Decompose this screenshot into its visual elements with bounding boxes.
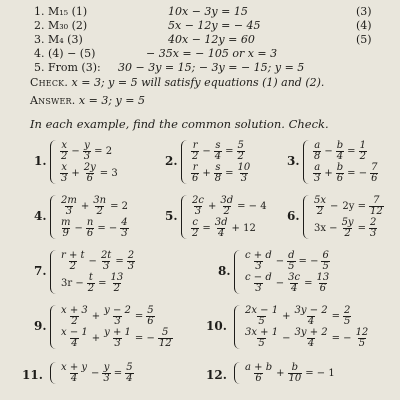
numerator: 5 — [162, 326, 169, 338]
term: = — [347, 145, 356, 157]
equation-line — [59, 195, 130, 217]
operator: − — [88, 255, 97, 267]
step-equation: − 35x = − 105 or x = 3 — [146, 47, 278, 60]
term: = — [331, 310, 341, 322]
numerator: a + b — [245, 361, 273, 373]
fraction — [244, 328, 279, 349]
fraction — [355, 328, 370, 349]
denominator: 6 — [255, 372, 262, 384]
fraction — [86, 218, 94, 239]
fraction — [336, 163, 344, 184]
numerator: 13 — [316, 271, 330, 283]
numerator: b — [336, 161, 344, 173]
denominator: 2 — [87, 282, 95, 294]
equation-line — [190, 195, 269, 217]
denominator: 2 — [192, 150, 199, 162]
equation-line — [190, 162, 252, 184]
operator: − — [324, 145, 333, 157]
fraction — [125, 363, 133, 384]
fraction — [109, 273, 124, 294]
operator: + — [207, 200, 217, 212]
fraction — [369, 196, 384, 217]
denominator: 3 — [255, 282, 262, 294]
step-equation: 5x − 12y = − 45 — [168, 19, 261, 32]
numerator: 2c — [192, 194, 204, 206]
brace — [50, 250, 57, 294]
fraction — [343, 306, 351, 327]
numerator: 3d — [214, 216, 228, 228]
denominator: 3 — [121, 227, 128, 239]
equation-line — [59, 362, 135, 384]
denominator: 2 — [192, 227, 199, 239]
step-label: 2. M₃₀ (2) — [34, 19, 88, 32]
fraction — [370, 163, 378, 184]
denominator: 5 — [322, 260, 329, 272]
denominator: 3 — [369, 227, 377, 239]
numerator: 2 — [127, 249, 135, 261]
fraction — [60, 251, 86, 272]
denominator: 3 — [114, 315, 121, 327]
equation-line — [190, 140, 252, 162]
denominator: 4 — [307, 337, 315, 349]
fraction — [287, 273, 301, 294]
operator: − — [282, 332, 291, 344]
equation-line — [243, 362, 337, 384]
equation-line — [312, 140, 379, 162]
denominator: 6 — [192, 172, 199, 184]
term: = − — [331, 332, 352, 344]
numerator: 12 — [355, 326, 369, 338]
denominator: 6 — [319, 282, 327, 294]
step-equation: 30 − 3y = 15; − 3y = − 15; y = 5 — [118, 61, 305, 74]
denominator: 3 — [255, 260, 262, 272]
equation-system — [234, 305, 370, 349]
fraction — [336, 141, 344, 162]
fraction — [237, 141, 245, 162]
equation-line — [243, 305, 370, 327]
numerator: a — [314, 139, 321, 151]
operator: − — [74, 222, 83, 234]
operator: + — [324, 167, 333, 179]
operator: − — [275, 255, 285, 267]
numerator: 2y — [83, 161, 96, 173]
check-label: Check. — [30, 76, 69, 89]
numerator: 13 — [110, 271, 124, 283]
term: = − 1 — [305, 367, 335, 379]
numerator: y — [103, 361, 110, 373]
numerator: s — [215, 139, 221, 151]
fraction — [214, 163, 222, 184]
term: 3x − — [314, 222, 338, 234]
equation-line — [243, 327, 370, 349]
numerator: 7 — [373, 194, 380, 206]
numerator: x + 3 — [61, 304, 88, 316]
fraction — [103, 306, 132, 327]
fraction — [244, 273, 273, 294]
operator: − — [275, 277, 285, 289]
numerator: 3x + 1 — [245, 326, 279, 338]
term: = — [304, 277, 313, 289]
step-label: 1. M₁₅ (1) — [34, 5, 88, 18]
step-label: 3. M₄ (3) — [34, 33, 83, 46]
equation-line — [59, 140, 120, 162]
fraction — [102, 363, 110, 384]
denominator: 5 — [258, 315, 265, 327]
fraction — [294, 306, 329, 327]
brace — [181, 195, 188, 239]
numerator: 2x − 1 — [245, 304, 279, 316]
equation-system — [181, 140, 252, 184]
numerator: 2 — [369, 216, 377, 228]
numerator: 2 — [344, 304, 351, 316]
answer-text: x = 3; y = 5 — [78, 94, 145, 107]
numerator: c + d — [245, 249, 272, 261]
numerator: c — [192, 216, 198, 228]
brace — [181, 140, 188, 184]
equation-system — [234, 250, 331, 294]
fraction — [341, 218, 355, 239]
denominator: 4 — [307, 315, 315, 327]
numerator: y + 1 — [104, 326, 131, 338]
term: = − — [347, 167, 368, 179]
fraction — [244, 251, 273, 272]
brace — [234, 250, 241, 294]
step-label: 4. (4) − (5) — [34, 47, 96, 60]
fraction — [359, 141, 367, 162]
denominator: 2 — [359, 150, 366, 162]
denominator: 2 — [344, 227, 351, 239]
denominator: 3 — [240, 172, 248, 184]
denominator: 3 — [114, 337, 121, 349]
fraction — [83, 163, 97, 184]
numerator: x — [61, 161, 67, 173]
step-ref: (3) — [356, 5, 372, 18]
fraction — [60, 328, 89, 349]
denominator: 2 — [223, 205, 230, 217]
denominator: 12 — [369, 205, 383, 217]
fraction — [321, 251, 329, 272]
term: = — [225, 145, 234, 157]
numerator: 5x — [314, 194, 327, 206]
denominator: 8 — [314, 150, 321, 162]
exercise-number: 1. — [34, 154, 47, 168]
fraction — [313, 196, 327, 217]
numerator: t — [88, 271, 93, 283]
fraction — [244, 363, 273, 384]
fraction — [127, 251, 135, 272]
fraction — [60, 306, 89, 327]
denominator: 2 — [237, 150, 244, 162]
numerator: 5 — [237, 139, 244, 151]
equation-system — [234, 362, 337, 384]
denominator: 9 — [62, 227, 69, 239]
fraction — [287, 251, 295, 272]
equation-line — [59, 305, 174, 327]
denominator: 2 — [316, 205, 324, 217]
numerator: n — [86, 216, 94, 228]
numerator: r — [192, 139, 198, 151]
fraction — [158, 328, 173, 349]
check-line — [30, 77, 324, 89]
equation-line — [59, 272, 136, 294]
term: = − 4 — [237, 200, 267, 212]
equation-system — [181, 195, 269, 239]
operator: + — [80, 200, 90, 212]
term: 2y = — [342, 200, 366, 212]
numerator: 10 — [237, 161, 251, 173]
equation-system — [50, 250, 136, 294]
denominator: 8 — [214, 172, 222, 184]
numerator: x — [61, 139, 67, 151]
denominator: 6 — [371, 172, 378, 184]
denominator: 4 — [217, 227, 225, 239]
fraction — [60, 141, 68, 162]
numerator: s — [215, 161, 221, 173]
denominator: 5 — [288, 260, 295, 272]
denominator: 2 — [113, 282, 121, 294]
numerator: 2m — [61, 194, 77, 206]
term: = 3 — [99, 167, 118, 179]
denominator: 3 — [102, 260, 110, 272]
exercise-number: 4. — [34, 209, 47, 223]
term: 3r − — [61, 277, 84, 289]
fraction — [244, 306, 279, 327]
fraction — [191, 218, 199, 239]
term: = — [115, 255, 124, 267]
denominator: 4 — [70, 372, 78, 384]
equation-line — [59, 162, 120, 184]
numerator: 5y — [341, 216, 354, 228]
numerator: x + y — [61, 361, 88, 373]
exercise-number: 12. — [206, 368, 227, 382]
operator: + — [91, 310, 101, 322]
denominator: 2 — [61, 150, 68, 162]
denominator: 4 — [126, 372, 133, 384]
numerator: y − 2 — [104, 304, 131, 316]
numerator: 3y + 2 — [294, 326, 328, 338]
equation-line — [59, 217, 130, 239]
fraction — [219, 196, 234, 217]
exercise-number: 7. — [34, 264, 47, 278]
numerator: r + t — [61, 249, 85, 261]
step-equation: 40x − 12y = 60 — [168, 33, 255, 46]
equation-system — [50, 362, 135, 384]
denominator: 3 — [83, 150, 91, 162]
term: = − — [97, 222, 118, 234]
exercise-number: 11. — [22, 368, 43, 382]
fraction — [214, 218, 229, 239]
operator: + — [202, 167, 211, 179]
equation-line — [59, 250, 136, 272]
term: = — [357, 222, 366, 234]
numerator: 3y − 2 — [294, 304, 328, 316]
brace — [234, 305, 241, 349]
exercise-number: 6. — [287, 209, 300, 223]
answer-label: Answer. — [30, 94, 76, 107]
numerator: a — [314, 161, 321, 173]
denominator: 6 — [336, 172, 344, 184]
operator: + — [91, 332, 101, 344]
denominator: 4 — [290, 282, 298, 294]
operator: − — [91, 367, 100, 379]
equation-line — [190, 217, 269, 239]
denominator: 3 — [103, 372, 110, 384]
denominator: 5 — [358, 337, 366, 349]
numerator: 5 — [147, 304, 154, 316]
denominator: 6 — [86, 172, 93, 184]
operator: − — [202, 145, 211, 157]
fraction — [60, 163, 68, 184]
term: = — [225, 167, 234, 179]
equation-system — [50, 140, 120, 184]
fraction — [87, 273, 95, 294]
term: = 2 — [110, 200, 128, 212]
numerator: 7 — [371, 161, 378, 173]
term: = — [113, 367, 123, 379]
fraction — [214, 141, 222, 162]
term: = − — [134, 332, 155, 344]
exercise-number: 9. — [34, 319, 47, 333]
equation-system — [50, 195, 130, 239]
exercise-number: 2. — [165, 154, 178, 168]
term: = — [98, 277, 107, 289]
denominator: 3 — [127, 260, 135, 272]
numerator: 4 — [121, 216, 128, 228]
answer-line — [30, 95, 145, 107]
check-text: x = 3; y = 5 will satisfy equations (1) and (2). — [71, 76, 325, 89]
fraction — [294, 328, 329, 349]
exercise-number: 8. — [218, 264, 231, 278]
numerator: b — [336, 139, 344, 151]
fraction — [120, 218, 128, 239]
equation-line — [243, 272, 331, 294]
fraction — [60, 363, 88, 384]
fraction — [313, 163, 321, 184]
term: = − — [298, 255, 319, 267]
fraction — [146, 306, 154, 327]
denominator: 2 — [96, 205, 103, 217]
denominator: 2 — [71, 315, 78, 327]
denominator: 10 — [288, 372, 302, 384]
fraction — [369, 218, 377, 239]
operator: + — [71, 167, 80, 179]
numerator: m — [61, 216, 71, 228]
numerator: b — [291, 361, 299, 373]
denominator: 6 — [86, 227, 94, 239]
numerator: x − 1 — [61, 326, 88, 338]
exercise-number: 10. — [206, 319, 227, 333]
equation-line — [243, 250, 331, 272]
fraction — [316, 273, 331, 294]
denominator: 5 — [344, 315, 351, 327]
exercise-number: 5. — [165, 209, 178, 223]
exercise-number: 3. — [287, 154, 300, 168]
numerator: 3n — [93, 194, 107, 206]
term: = — [202, 222, 211, 234]
numerator: 5 — [126, 361, 133, 373]
denominator: 4 — [214, 150, 222, 162]
numerator: 1 — [359, 139, 366, 151]
instruction-text: In each example, find the common solution. Check. — [30, 117, 329, 131]
brace — [50, 195, 57, 239]
denominator: 3 — [194, 205, 202, 217]
denominator: 12 — [158, 337, 172, 349]
brace — [303, 140, 310, 184]
equation-system — [303, 195, 385, 239]
fraction — [92, 196, 107, 217]
brace — [50, 305, 57, 349]
operator: + — [276, 367, 285, 379]
equation-line — [312, 195, 385, 217]
denominator: 3 — [314, 172, 321, 184]
term: = — [134, 310, 144, 322]
equation-line — [312, 217, 385, 239]
operator: − — [71, 145, 80, 157]
brace — [50, 362, 57, 384]
fraction — [191, 196, 205, 217]
denominator: 4 — [336, 150, 344, 162]
fraction — [313, 141, 321, 162]
denominator: 3 — [65, 205, 73, 217]
brace — [234, 362, 241, 384]
fraction — [237, 163, 252, 184]
numerator: y — [84, 139, 90, 151]
numerator: 3c — [288, 271, 301, 283]
numerator: c − d — [245, 271, 272, 283]
fraction — [60, 218, 71, 239]
fraction — [288, 363, 303, 384]
numerator: 3d — [220, 194, 234, 206]
fraction — [100, 251, 112, 272]
term: = 2 — [94, 145, 113, 157]
brace — [303, 195, 310, 239]
operator: − — [330, 200, 339, 212]
step-ref: (5) — [356, 33, 372, 46]
denominator: 2 — [69, 260, 76, 272]
fraction — [60, 196, 78, 217]
fraction — [191, 141, 199, 162]
numerator: d — [288, 249, 295, 261]
fraction — [83, 141, 91, 162]
fraction — [191, 163, 199, 184]
term: + 12 — [231, 222, 256, 234]
equation-system — [303, 140, 379, 184]
brace — [50, 140, 57, 184]
denominator: 6 — [147, 315, 154, 327]
numerator: r — [192, 161, 198, 173]
fraction — [103, 328, 132, 349]
equation-system — [50, 305, 174, 349]
operator: + — [282, 310, 291, 322]
step-label: 5. From (3): — [34, 61, 101, 74]
denominator: 5 — [258, 337, 265, 349]
denominator: 3 — [61, 172, 68, 184]
denominator: 4 — [71, 337, 78, 349]
numerator: 6 — [322, 249, 329, 261]
step-equation: 10x − 3y = 15 — [168, 5, 248, 18]
equation-line — [312, 162, 379, 184]
step-ref: (4) — [356, 19, 372, 32]
numerator: 2t — [100, 249, 112, 261]
equation-line — [59, 327, 174, 349]
